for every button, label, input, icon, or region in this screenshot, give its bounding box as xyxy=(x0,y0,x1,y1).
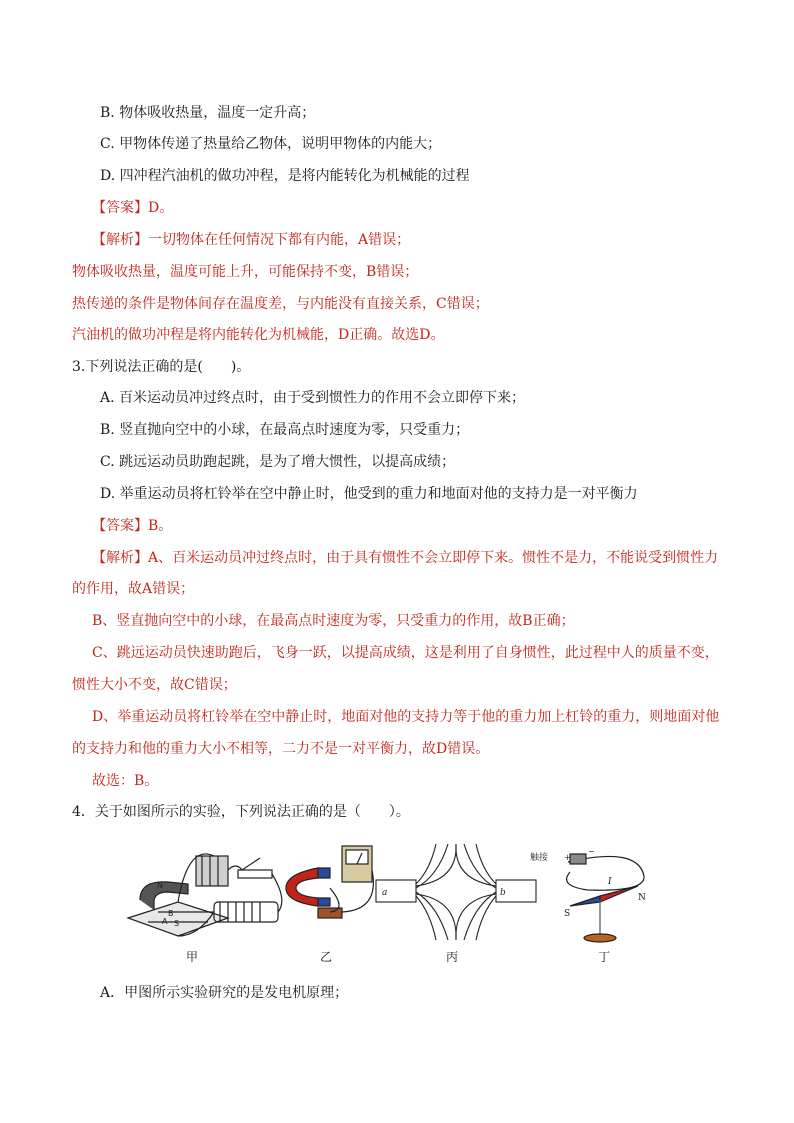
option-d: D. 四冲程汽油机的做功冲程，是将内能转化为机械能的过程 xyxy=(100,168,470,184)
experiment-figure xyxy=(118,840,658,968)
label-a: A xyxy=(162,917,168,926)
answer-tag: 【答案】 xyxy=(92,518,148,534)
pole-a: a xyxy=(382,888,388,898)
analysis-tag: 【解析】 xyxy=(92,232,148,248)
answer-text: D。 xyxy=(148,200,174,216)
label-s: S xyxy=(174,919,180,928)
needle-s: S xyxy=(564,909,571,919)
q3-option-c: C. 跳远运动员助跑起跳，是为了增大惯性，以提高成绩； xyxy=(100,454,456,470)
analysis-tag: 【解析】 xyxy=(92,550,148,566)
answer-q2 xyxy=(92,198,173,218)
answer-text: B。 xyxy=(148,518,173,534)
caption-yi: 乙 xyxy=(320,950,333,964)
caption-ding: 丁 xyxy=(598,950,611,964)
q3-option-d: D. 举重运动员将杠铃举在空中静止时，他受到的重力和地面对他的支持力是一对平衡力 xyxy=(100,486,638,502)
analysis-q3-a1 xyxy=(92,548,718,568)
label-b: B xyxy=(168,909,174,918)
pole-b: b xyxy=(500,888,506,898)
answer-tag: 【答案】 xyxy=(92,200,148,216)
analysis-q3-c2: 惯性大小不变，故C错误； xyxy=(72,677,237,693)
option-b: B. 物体吸收热量，温度一定升高； xyxy=(100,105,316,121)
label-plus: + xyxy=(564,853,571,862)
analysis-q2-line3: 热传递的条件是物体间存在温度差，与内能没有直接关系，C错误； xyxy=(72,296,489,312)
caption-bing: 丙 xyxy=(446,950,459,964)
q3-stem: 3.下列说法正确的是( )。 xyxy=(72,359,251,375)
analysis-text: A、百米运动员冲过终点时，由于具有惯性不会立即停下来。惯性不是力，不能说受到惯性力 xyxy=(148,550,719,566)
analysis-q3-choose: 故选：B。 xyxy=(92,773,159,789)
q4-option-a: A．甲图所示实验研究的是发电机原理； xyxy=(100,985,349,1001)
analysis-q2-line2: 物体吸收热量，温度可能上升，可能保持不变，B错误； xyxy=(72,264,419,280)
analysis-text: 一切物体在任何情况下都有内能，A错误； xyxy=(148,232,411,248)
analysis-q3-d1: D、举重运动员将杠铃举在空中静止时，地面对他的支持力等于他的重力加上杠铃的重力，则地面对他 xyxy=(92,709,720,725)
analysis-q3-b1: B、竖直抛向空中的小球，在最高点时速度为零，只受重力的作用，故B正确； xyxy=(92,613,575,629)
q3-option-b: B. 竖直抛向空中的小球，在最高点时速度为零，只受重力； xyxy=(100,422,470,438)
figure-jia xyxy=(128,854,282,936)
analysis-q3-d2: 的支持力和他的重力大小不相等，二力不是一对平衡力，故D错误。 xyxy=(72,741,490,757)
analysis-q2-line1 xyxy=(92,230,410,250)
analysis-q2-line4: 汽油机的做功冲程是将内能转化为机械能，D正确。故选D。 xyxy=(72,327,445,343)
label-minus: − xyxy=(588,847,595,856)
figure-yi xyxy=(286,846,373,918)
label-current: I xyxy=(608,877,612,887)
answer-q3 xyxy=(92,516,172,536)
analysis-q3-a2: 的作用，故A错误； xyxy=(72,581,195,597)
q3-option-a: A. 百米运动员冲过终点时，由于受到惯性力的作用不会立即停下来； xyxy=(100,390,526,406)
figure-ding xyxy=(567,854,644,942)
caption-jia: 甲 xyxy=(186,950,199,964)
label-touch: 触接 xyxy=(530,853,549,863)
figure-bing xyxy=(376,844,536,940)
q4-stem: 4．关于如图所示的实验，下列说法正确的是（ ）。 xyxy=(72,804,410,820)
needle-n: N xyxy=(638,893,646,903)
label-n: N xyxy=(157,881,163,890)
analysis-q3-c1: C、跳远运动员快速助跑后，飞身一跃，以提高成绩，这是利用了自身惯性，此过程中人的质量不变， xyxy=(92,645,719,661)
option-c: C. 甲物体传递了热量给乙物体，说明甲物体的内能大； xyxy=(100,136,442,152)
